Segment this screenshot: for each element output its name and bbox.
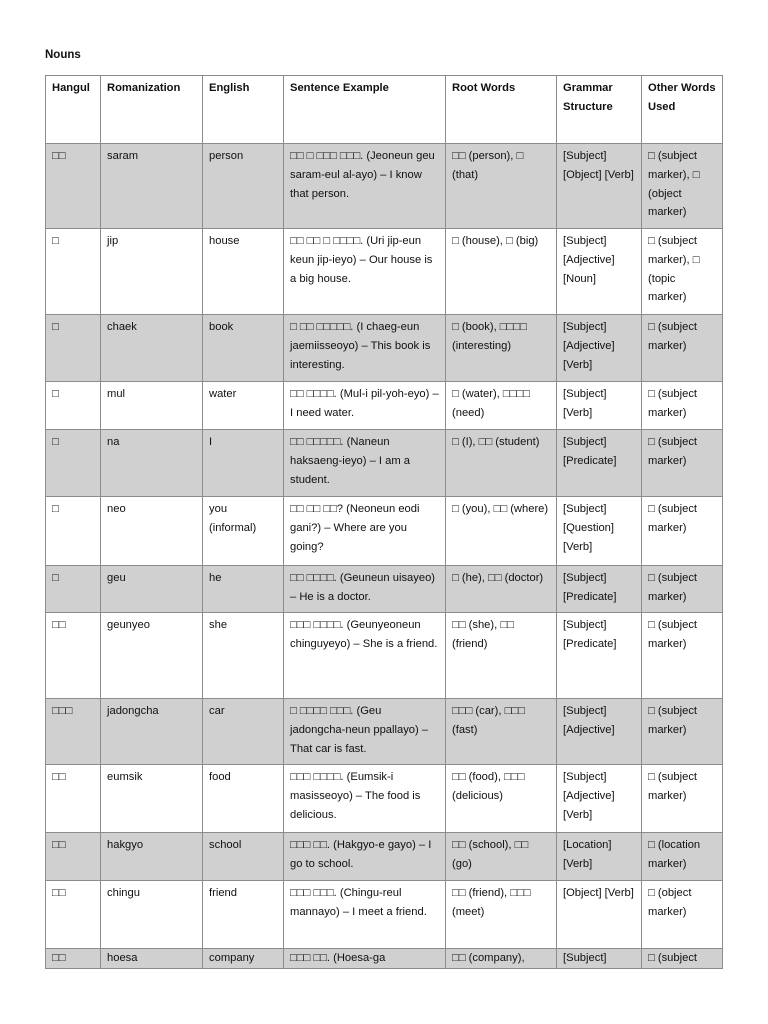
header-sentence-example: Sentence Example	[284, 76, 446, 144]
cell-romanization: hakgyo	[101, 833, 203, 881]
table-row	[46, 430, 723, 497]
cell-other: □ (subject marker)	[642, 566, 723, 613]
cell-sentence: □ □□ □□□□□. (I chaeg-eun jaemiisseoyo) – This book is interesting.	[284, 315, 446, 382]
cell-hangul: □	[46, 315, 101, 382]
cell-sentence: □ □□□□ □□□. (Geu jadongcha-neun ppallayo) – That car is fast.	[284, 699, 446, 765]
cell-grammar: [Subject] [Verb]	[557, 382, 642, 430]
cell-english: company	[203, 949, 284, 969]
cell-grammar: [Subject] [Adjective]	[557, 699, 642, 765]
cell-other: □ (location marker)	[642, 833, 723, 881]
cell-grammar: [Subject] [Adjective] [Noun]	[557, 229, 642, 315]
table-row	[46, 144, 723, 229]
table-row	[46, 229, 723, 315]
cell-sentence: □□ □□ □□? (Neoneun eodi gani?) – Where are you going?	[284, 497, 446, 566]
header-root-words: Root Words	[446, 76, 557, 144]
header-hangul: Hangul	[46, 76, 101, 144]
cell-root: □□ (she), □□ (friend)	[446, 613, 557, 699]
cell-romanization: hoesa	[101, 949, 203, 969]
cell-root: □ (you), □□ (where)	[446, 497, 557, 566]
cell-grammar: [Subject]	[557, 949, 642, 969]
cell-root: □ (he), □□ (doctor)	[446, 566, 557, 613]
cell-other: □ (subject marker)	[642, 497, 723, 566]
cell-english: she	[203, 613, 284, 699]
cell-romanization: geunyeo	[101, 613, 203, 699]
cell-root: □□ (school), □□ (go)	[446, 833, 557, 881]
cell-hangul: □□	[46, 833, 101, 881]
cell-other: □ (subject marker)	[642, 315, 723, 382]
header-grammar-structure: Grammar Structure	[557, 76, 642, 144]
cell-romanization: jip	[101, 229, 203, 315]
cell-root: □ (book), □□□□ (interesting)	[446, 315, 557, 382]
header-other-words-used: Other Words Used	[642, 76, 723, 144]
table-row	[46, 497, 723, 566]
header-row	[46, 76, 723, 144]
cell-other: □ (object marker)	[642, 881, 723, 949]
cell-other: □ (subject marker)	[642, 382, 723, 430]
cell-root: □□ (company),	[446, 949, 557, 969]
cell-sentence: □□ □□ □ □□□□. (Uri jip-eun keun jip-ieyo) – Our house is a big house.	[284, 229, 446, 315]
cell-sentence: □□ □□□□. (Geuneun uisayeo) – He is a doctor.	[284, 566, 446, 613]
cell-root: □□ (person), □ (that)	[446, 144, 557, 229]
cell-hangul: □	[46, 430, 101, 497]
cell-grammar: [Subject] [Predicate]	[557, 566, 642, 613]
page-title: Nouns	[45, 49, 81, 61]
cell-root: □□ (food), □□□ (delicious)	[446, 765, 557, 833]
cell-romanization: neo	[101, 497, 203, 566]
cell-root: □ (water), □□□□ (need)	[446, 382, 557, 430]
cell-grammar: [Subject] [Predicate]	[557, 613, 642, 699]
table-row	[46, 765, 723, 833]
cell-english: I	[203, 430, 284, 497]
cell-other: □ (subject marker)	[642, 430, 723, 497]
nouns-table	[45, 75, 723, 969]
cell-hangul: □	[46, 566, 101, 613]
cell-hangul: □□□	[46, 699, 101, 765]
cell-english: friend	[203, 881, 284, 949]
cell-romanization: eumsik	[101, 765, 203, 833]
cell-hangul: □□	[46, 949, 101, 969]
header-english: English	[203, 76, 284, 144]
cell-romanization: geu	[101, 566, 203, 613]
cell-hangul: □	[46, 382, 101, 430]
cell-other: □ (subject marker)	[642, 765, 723, 833]
cell-other: □ (subject marker)	[642, 699, 723, 765]
table-row	[46, 315, 723, 382]
cell-other: □ (subject marker)	[642, 613, 723, 699]
cell-sentence: □□□ □□□□. (Geunyeoneun chinguyeyo) – She is a friend.	[284, 613, 446, 699]
cell-root: □ (I), □□ (student)	[446, 430, 557, 497]
table-row	[46, 382, 723, 430]
table-header	[46, 76, 723, 144]
cell-hangul: □	[46, 497, 101, 566]
cell-sentence: □□□ □□□. (Chingu-reul mannayo) – I meet a friend.	[284, 881, 446, 949]
cell-english: house	[203, 229, 284, 315]
cell-sentence: □□ □ □□□ □□□. (Jeoneun geu saram-eul al-ayo) – I know that person.	[284, 144, 446, 229]
cell-hangul: □□	[46, 881, 101, 949]
cell-hangul: □□	[46, 144, 101, 229]
cell-romanization: jadongcha	[101, 699, 203, 765]
cell-grammar: [Subject] [Question] [Verb]	[557, 497, 642, 566]
cell-english: person	[203, 144, 284, 229]
cell-sentence: □□ □□□□□. (Naneun haksaeng-ieyo) – I am a student.	[284, 430, 446, 497]
cell-english: car	[203, 699, 284, 765]
cell-english: he	[203, 566, 284, 613]
cell-english: food	[203, 765, 284, 833]
cell-grammar: [Object] [Verb]	[557, 881, 642, 949]
cell-romanization: mul	[101, 382, 203, 430]
cell-hangul: □	[46, 229, 101, 315]
cell-english: book	[203, 315, 284, 382]
cell-root: □□□ (car), □□□ (fast)	[446, 699, 557, 765]
cell-other: □ (subject	[642, 949, 723, 969]
cell-sentence: □□ □□□□. (Mul-i pil-yoh-eyo) – I need water.	[284, 382, 446, 430]
cell-grammar: [Subject] [Adjective] [Verb]	[557, 765, 642, 833]
cell-other: □ (subject marker), □ (object marker)	[642, 144, 723, 229]
table-body	[46, 144, 723, 969]
table-row	[46, 949, 723, 969]
table-row	[46, 833, 723, 881]
cell-root: □□ (friend), □□□ (meet)	[446, 881, 557, 949]
cell-grammar: [Location] [Verb]	[557, 833, 642, 881]
cell-sentence: □□□ □□. (Hoesa-ga	[284, 949, 446, 969]
cell-english: you (informal)	[203, 497, 284, 566]
cell-romanization: saram	[101, 144, 203, 229]
cell-grammar: [Subject] [Adjective] [Verb]	[557, 315, 642, 382]
cell-grammar: [Subject] [Predicate]	[557, 430, 642, 497]
table-row	[46, 566, 723, 613]
cell-root: □ (house), □ (big)	[446, 229, 557, 315]
cell-romanization: chaek	[101, 315, 203, 382]
cell-sentence: □□□ □□□□. (Eumsik-i masisseoyo) – The food is delicious.	[284, 765, 446, 833]
cell-romanization: na	[101, 430, 203, 497]
cell-hangul: □□	[46, 613, 101, 699]
table-row	[46, 699, 723, 765]
cell-english: school	[203, 833, 284, 881]
table-row	[46, 613, 723, 699]
cell-grammar: [Subject] [Object] [Verb]	[557, 144, 642, 229]
cell-romanization: chingu	[101, 881, 203, 949]
cell-sentence: □□□ □□. (Hakgyo-e gayo) – I go to school.	[284, 833, 446, 881]
cell-hangul: □□	[46, 765, 101, 833]
cell-english: water	[203, 382, 284, 430]
header-romanization: Romanization	[101, 76, 203, 144]
table-row	[46, 881, 723, 949]
cell-other: □ (subject marker), □ (topic marker)	[642, 229, 723, 315]
